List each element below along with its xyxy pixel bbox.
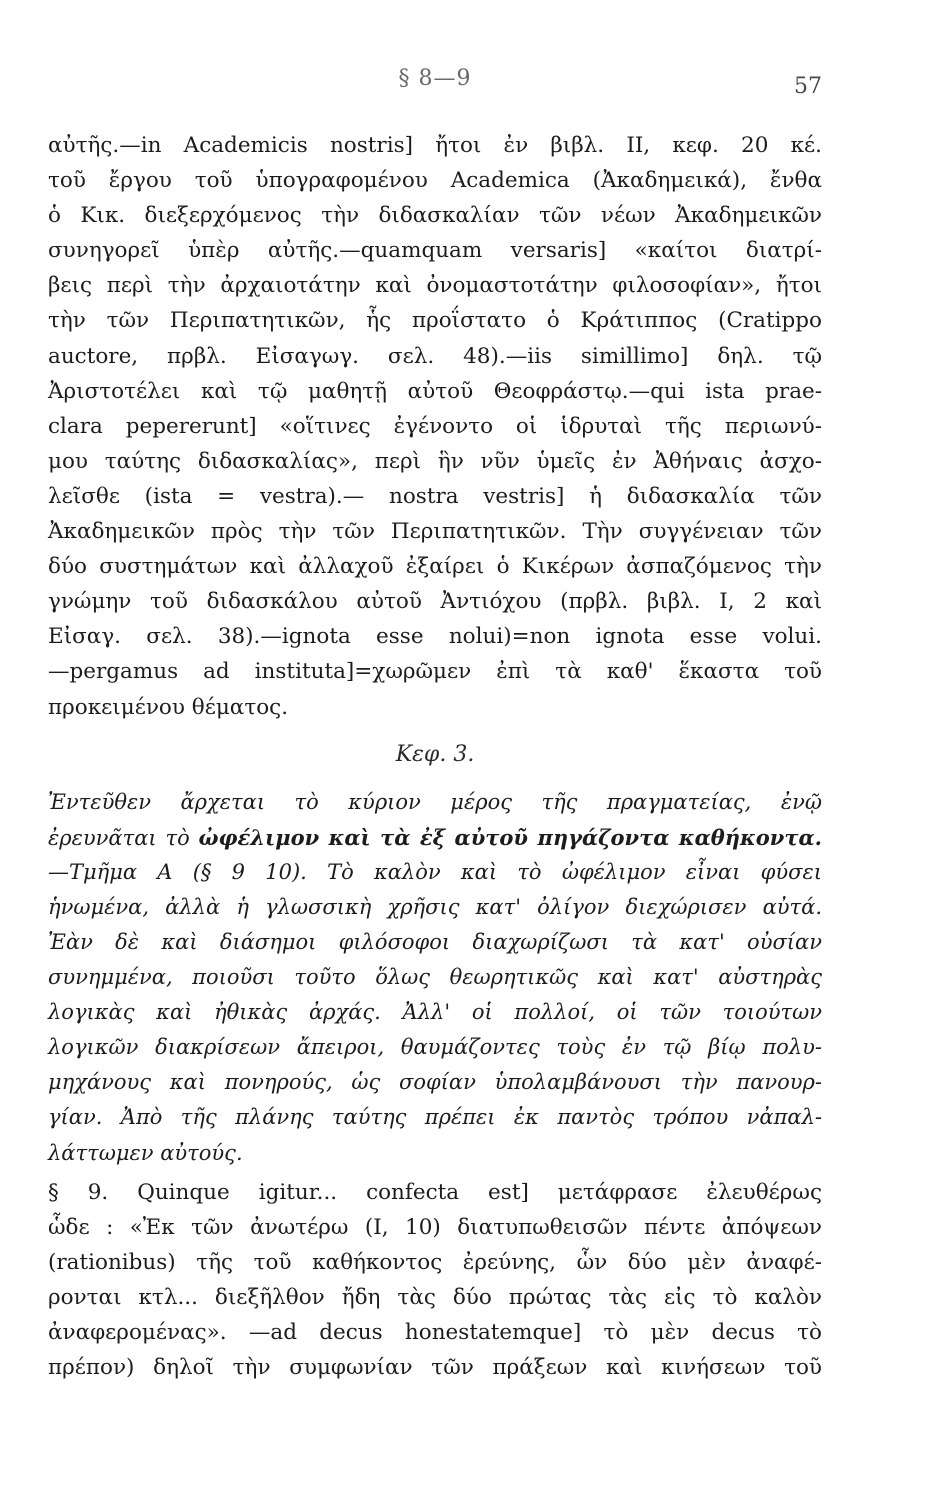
- summary-line: λογικὰς καὶ ἠθικὰς ἀρχάς. Ἀλλ' οἱ πολλοί, οἱ τῶν τοιούτων: [48, 1000, 822, 1025]
- text-line: συνηγορεῖ ὑπὲρ αὐτῆς.—quamquam versaris] «καίτοι διατρί-: [48, 238, 822, 264]
- text-line: auctore, πρβλ. Εἰσαγωγ. σελ. 48).—iis simillimo] δηλ. τῷ: [48, 343, 822, 369]
- text-line: ρονται κτλ... διεξῆλθον ἤδη τὰς δύο πρώτας τὰς εἰς τὸ καλὸν: [48, 1284, 822, 1310]
- text-line: τοῦ ἔργου τοῦ ὑπογραφομένου Academica (Ἀκαδημεικά), ἔνθα: [48, 168, 822, 194]
- summary-line: Ἐντεῦθεν ἄρχεται τὸ κύριον μέρος τῆς πραγματείας, ἐνῷ: [48, 789, 822, 814]
- text-line: clara pepererunt] «οἵτινες ἐγένοντο οἱ ἱδρυταὶ τῆς περιωνύ-: [48, 413, 822, 439]
- chapter-title: Κεφ. 3.: [395, 741, 475, 767]
- text-line: —pergamus ad instituta]=χωρῶμεν ἐπὶ τὰ καθ' ἕκαστα τοῦ: [48, 659, 822, 685]
- commentary-paragraph-2: [48, 1175, 822, 1386]
- text-line: τὴν τῶν Περιπατητικῶν, ἧς προΐστατο ὁ Κράτιππος (Cratippo: [48, 308, 822, 334]
- text-line: λεῖσθε (ista = vestra).— nostra vestris] ἡ διδασκαλία τῶν: [48, 483, 822, 509]
- text-line: Ἀκαδημεικῶν πρὸς τὴν τῶν Περιπατητικῶν. Τὴν συγγένειαν τῶν: [48, 519, 822, 545]
- text-line: βεις περὶ τὴν ἀρχαιοτάτην καὶ ὀνομαστοτάτην φιλοσοφίαν», ἤτοι: [48, 273, 822, 299]
- text-line: γνώμην τοῦ διδασκάλου αὐτοῦ Ἀντιόχου (πρβλ. βιβλ. I, 2 καὶ: [48, 589, 822, 615]
- text-line: Ἀριστοτέλει καὶ τῷ μαθητῇ αὐτοῦ Θεοφράστῳ.—qui ista prae-: [48, 378, 822, 404]
- text-line: ὁ Κικ. διεξερχόμενος τὴν διδασκαλίαν τῶν νέων Ἀκαδημεικῶν: [48, 203, 822, 229]
- page-number: 57: [794, 74, 822, 99]
- commentary-paragraph-1: [48, 128, 822, 725]
- text-line: § 9. Quinque igitur... confecta est] μετάφρασε ἐλευθέρως: [48, 1179, 822, 1205]
- text-line: πρέπον) δηλοῖ τὴν συμφωνίαν τῶν πράξεων καὶ κινήσεων τοῦ: [48, 1355, 822, 1381]
- summary-line: γίαν. Ἀπὸ τῆς πλάνης ταύτης πρέπει ἐκ παντὸς τρόπου νἀπαλ-: [48, 1105, 822, 1130]
- chapter-summary: [48, 785, 822, 1171]
- running-head-section: § 8—9: [398, 66, 472, 91]
- summary-line: λάττωμεν αὐτούς.: [48, 1140, 243, 1165]
- summary-line: ἡνωμένα, ἀλλὰ ἡ γλωσσικὴ χρῆσις κατ' ὀλίγον διεχώρισεν αὐτά.: [48, 894, 822, 919]
- text-line: μου ταύτης διδασκαλίας», περὶ ἣν νῦν ὑμεῖς ἐν Ἀθήναις ἀσχο-: [48, 448, 822, 474]
- summary-line: μηχάνους καὶ πονηρούς, ὡς σοφίαν ὑπολαμβάνουσι τὴν πανουρ-: [48, 1070, 822, 1095]
- summary-line: ἐρευνᾶται τὸ ὠφέλιμον καὶ τὰ ἐξ αὐτοῦ πηγάζοντα καθήκοντα.: [48, 824, 822, 850]
- summary-line: συνημμένα, ποιοῦσι τοῦτο ὅλως θεωρητικῶς καὶ κατ' αὐστηρὰς: [48, 965, 822, 990]
- text-line: δύο συστημάτων καὶ ἀλλαχοῦ ἐξαίρει ὁ Κικέρων ἀσπαζόμενος τὴν: [48, 554, 822, 580]
- text-line: ἀναφερομένας». —ad decus honestatemque] τὸ μὲν decus τὸ: [48, 1320, 822, 1345]
- text-line: προκειμένου θέματος.: [48, 694, 289, 720]
- body-text: [48, 128, 822, 1385]
- page-header: [48, 66, 822, 106]
- text-line: (rationibus) τῆς τοῦ καθήκοντος ἐρεύνης, ὧν δύο μὲν ἀναφέ-: [48, 1249, 822, 1275]
- summary-line: λογικῶν διακρίσεων ἄπειροι, θαυμάζοντες τοὺς ἐν τῷ βίῳ πολυ-: [48, 1035, 822, 1060]
- bold-phrase: ὠφέλιμον καὶ τὰ ἐξ αὐτοῦ πηγάζοντα καθήκοντα.: [198, 824, 822, 850]
- text-line: ὧδε : «Ἐκ τῶν ἀνωτέρω (I, 10) διατυπωθεισῶν πέντε ἀπόψεων: [48, 1214, 822, 1240]
- summary-line: —Τμῆμα Α (§ 9 10). Τὸ καλὸν καὶ τὸ ὠφέλιμον εἶναι φύσει: [48, 859, 822, 884]
- summary-line: Ἐὰν δὲ καὶ διάσημοι φιλόσοφοι διαχωρίζωσι τὰ κατ' οὐσίαν: [48, 929, 822, 954]
- text-line: Εἰσαγ. σελ. 38).—ignota esse nolui)=non ignota esse volui.: [48, 624, 822, 650]
- text-line: αὐτῆς.—in Academicis nostris] ἤτοι ἐν βιβλ. II, κεφ. 20 κέ.: [48, 133, 822, 158]
